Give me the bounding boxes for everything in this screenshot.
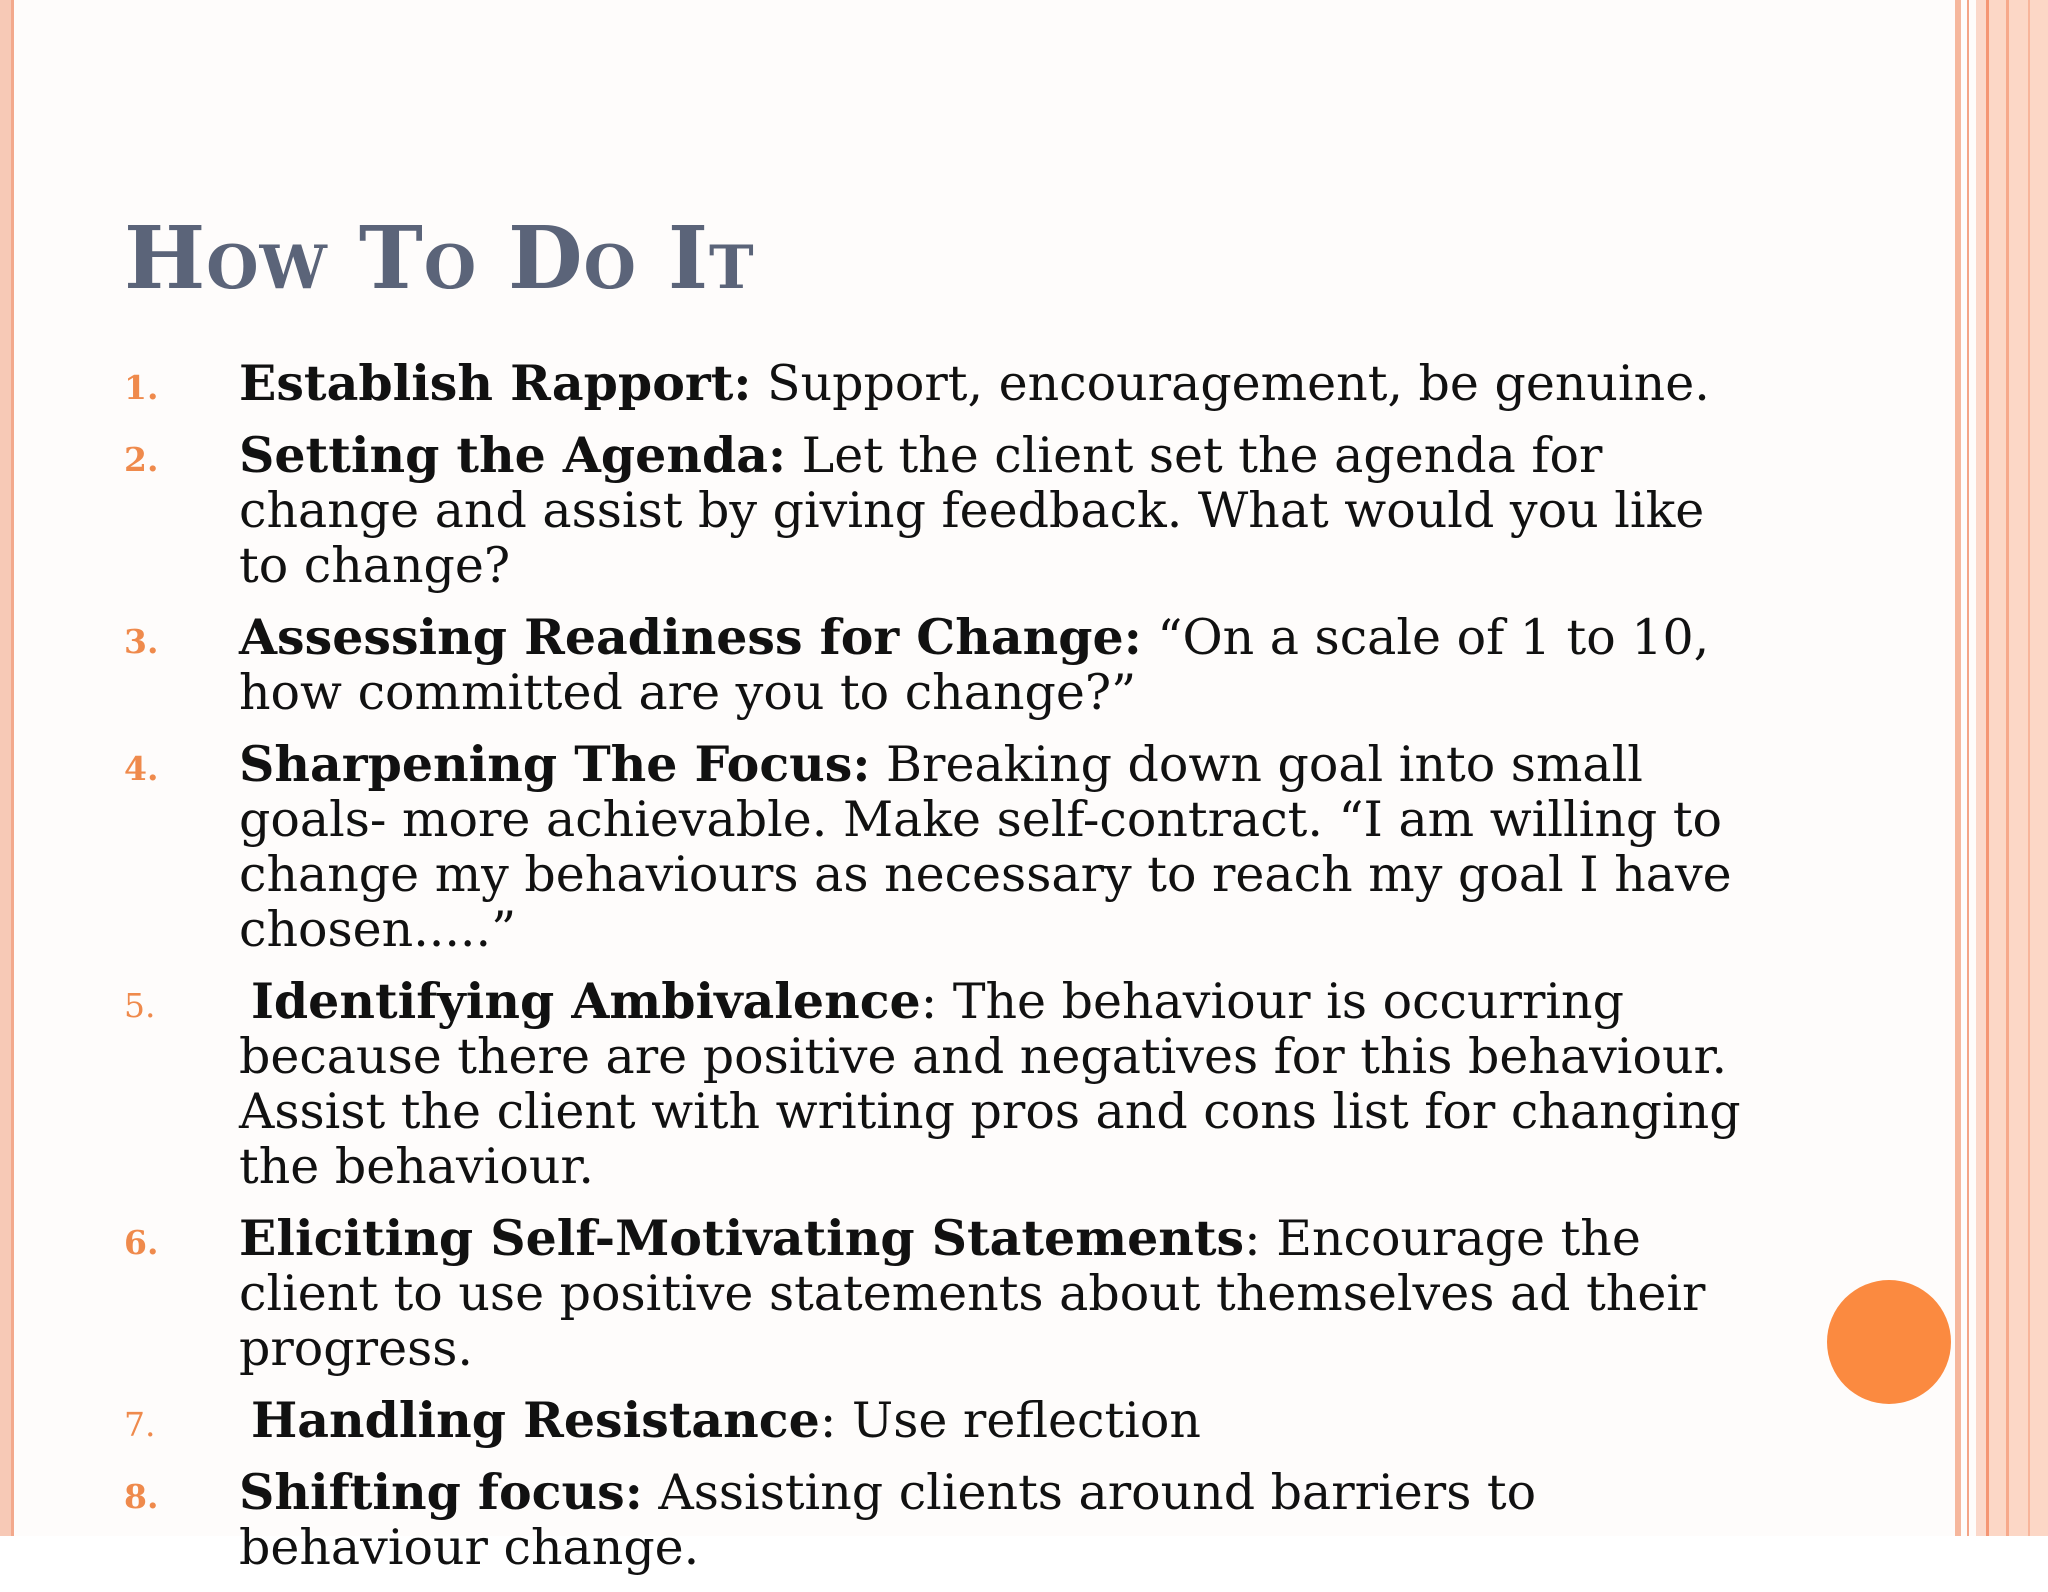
list-item bbox=[124, 428, 1764, 593]
item-number: 8. bbox=[124, 1477, 159, 1516]
item-number: 1. bbox=[124, 368, 159, 407]
item-text: Let the client set the agenda for change and assist by giving feedback. What would you like to change? bbox=[239, 427, 1705, 594]
steps-list bbox=[124, 356, 1764, 1592]
item-term: Establish Rapport: bbox=[239, 354, 752, 412]
item-text: Breaking down goal into small goals- more achievable. Make self-contract. “I am willing to change my behaviours as necessary to reach my goal I have chosen.....” bbox=[239, 736, 1732, 958]
item-term: Identifying Ambivalence bbox=[251, 972, 921, 1030]
list-item bbox=[124, 974, 1764, 1194]
right-border-stripe bbox=[1967, 0, 1969, 1536]
item-number: 2. bbox=[124, 440, 159, 479]
list-item bbox=[124, 1211, 1764, 1376]
item-term: Handling Resistance bbox=[251, 1391, 820, 1449]
list-item bbox=[124, 610, 1764, 720]
item-number: 6. bbox=[124, 1223, 159, 1262]
right-border-stripe bbox=[2028, 0, 2030, 1536]
right-border-stripe bbox=[1976, 0, 1986, 1536]
item-text: “On a scale of 1 to 10, how committed are you to change?” bbox=[239, 609, 1710, 721]
item-term: Assessing Readiness for Change: bbox=[239, 608, 1142, 666]
left-border-decoration bbox=[0, 0, 14, 1536]
orange-circle-decoration bbox=[1827, 1280, 1951, 1404]
list-item bbox=[124, 356, 1764, 411]
item-term: Sharpening The Focus: bbox=[239, 735, 871, 793]
item-number: 7. bbox=[124, 1405, 156, 1444]
list-item bbox=[124, 737, 1764, 957]
item-number: 5. bbox=[124, 986, 156, 1025]
list-item bbox=[124, 1465, 1764, 1575]
item-number: 3. bbox=[124, 622, 159, 661]
item-text: Support, encouragement, be genuine. bbox=[751, 355, 1710, 412]
item-text: Assisting clients around barriers to behaviour change. bbox=[239, 1464, 1537, 1576]
item-term: Eliciting Self-Motivating Statements bbox=[239, 1209, 1245, 1267]
item-text: : The behaviour is occurring because there are positive and negatives for this behaviour. Assist the client with writing pros and cons list for changing the behaviour. bbox=[239, 973, 1741, 1195]
list-item bbox=[124, 1393, 1764, 1448]
item-text: : Use reflection bbox=[819, 1392, 1201, 1449]
right-border-stripe bbox=[2006, 0, 2009, 1536]
item-text: : Encourage the client to use positive statements about themselves ad their progress. bbox=[239, 1210, 1706, 1377]
item-number: 4. bbox=[124, 749, 159, 788]
item-term: Setting the Agenda: bbox=[239, 426, 787, 484]
right-border-stripe bbox=[1989, 0, 2048, 1536]
slide-title: How To Do It bbox=[124, 208, 755, 309]
item-term: Shifting focus: bbox=[239, 1463, 643, 1521]
right-border-stripe bbox=[1955, 0, 1961, 1536]
